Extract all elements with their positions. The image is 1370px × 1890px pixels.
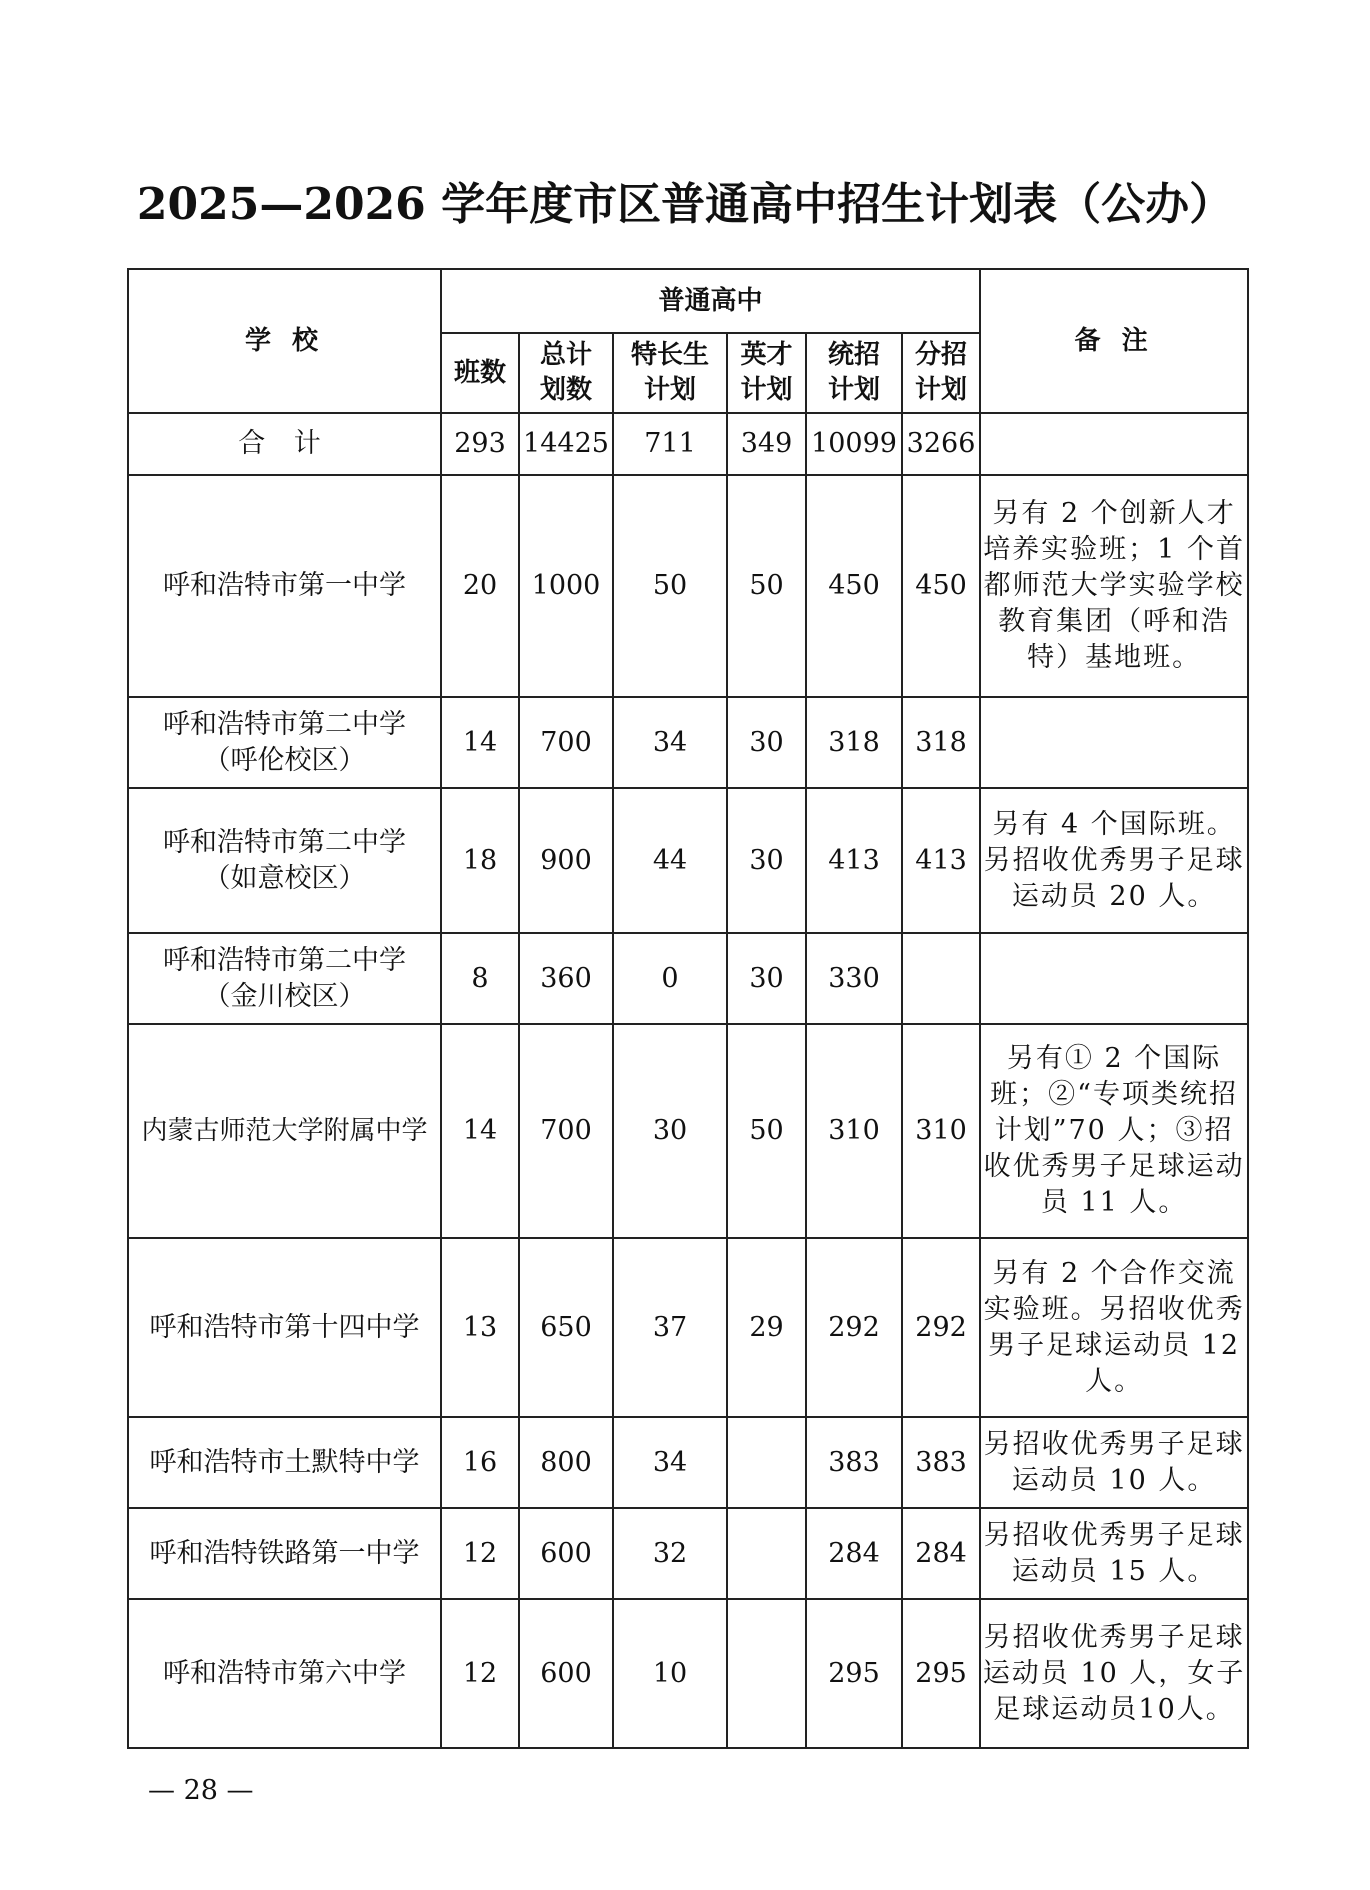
cell bbox=[727, 1417, 806, 1508]
cell: 310 bbox=[806, 1024, 902, 1238]
cell: 14 bbox=[441, 697, 519, 788]
table-row bbox=[128, 1599, 1248, 1748]
note-cell: 另有 2 个合作交流实验班。另招收优秀男子足球运动员 12 人。 bbox=[980, 1238, 1248, 1417]
cell: 292 bbox=[902, 1238, 980, 1417]
total-label: 合 计 bbox=[128, 413, 441, 475]
note-cell: 另招收优秀男子足球运动员 15 人。 bbox=[980, 1508, 1248, 1599]
cell: 310 bbox=[902, 1024, 980, 1238]
table-row bbox=[128, 788, 1248, 933]
cell: 32 bbox=[613, 1508, 727, 1599]
cell: 1000 bbox=[519, 475, 613, 697]
cell: 383 bbox=[902, 1417, 980, 1508]
school-name: 呼和浩特市土默特中学 bbox=[128, 1417, 441, 1508]
note-cell: 另招收优秀男子足球运动员 10 人，女子足球运动员10人。 bbox=[980, 1599, 1248, 1748]
cell: 34 bbox=[613, 1417, 727, 1508]
school-name: 呼和浩特市第十四中学 bbox=[128, 1238, 441, 1417]
cell: 30 bbox=[727, 788, 806, 933]
school-name: 内蒙古师范大学附属中学 bbox=[128, 1024, 441, 1238]
cell: 600 bbox=[519, 1599, 613, 1748]
cell: 360 bbox=[519, 933, 613, 1024]
cell: 413 bbox=[806, 788, 902, 933]
cell: 8 bbox=[441, 933, 519, 1024]
cell bbox=[902, 933, 980, 1024]
page-title: 2025—2026 学年度市区普通高中招生计划表（公办） bbox=[136, 179, 1234, 230]
cell: 711 bbox=[613, 413, 727, 475]
cell: 295 bbox=[806, 1599, 902, 1748]
cell: 14 bbox=[441, 1024, 519, 1238]
cell: 650 bbox=[519, 1238, 613, 1417]
cell: 18 bbox=[441, 788, 519, 933]
cell: 50 bbox=[727, 1024, 806, 1238]
cell: 16 bbox=[441, 1417, 519, 1508]
school-name: 呼和浩特市第一中学 bbox=[128, 475, 441, 697]
header-col: 总计 划数 bbox=[519, 333, 613, 413]
header-col: 统招 计划 bbox=[806, 333, 902, 413]
header-col: 班数 bbox=[441, 333, 519, 413]
cell: 3266 bbox=[902, 413, 980, 475]
cell: 900 bbox=[519, 788, 613, 933]
table-row bbox=[128, 1508, 1248, 1599]
cell bbox=[727, 1599, 806, 1748]
header-col: 分招 计划 bbox=[902, 333, 980, 413]
cell: 293 bbox=[441, 413, 519, 475]
note-cell bbox=[980, 413, 1248, 475]
cell: 450 bbox=[902, 475, 980, 697]
table-row bbox=[128, 1024, 1248, 1238]
cell: 349 bbox=[727, 413, 806, 475]
header-col: 英才 计划 bbox=[727, 333, 806, 413]
cell: 450 bbox=[806, 475, 902, 697]
table-row bbox=[128, 1238, 1248, 1417]
cell: 800 bbox=[519, 1417, 613, 1508]
table-row bbox=[128, 475, 1248, 697]
note-cell bbox=[980, 933, 1248, 1024]
cell: 20 bbox=[441, 475, 519, 697]
cell: 44 bbox=[613, 788, 727, 933]
school-name: 呼和浩特市第二中学 （如意校区） bbox=[128, 788, 441, 933]
note-cell: 另招收优秀男子足球运动员 10 人。 bbox=[980, 1417, 1248, 1508]
cell: 284 bbox=[806, 1508, 902, 1599]
header-school: 学 校 bbox=[128, 269, 441, 413]
note-cell: 另有 4 个国际班。另招收优秀男子足球运动员 20 人。 bbox=[980, 788, 1248, 933]
school-name: 呼和浩特铁路第一中学 bbox=[128, 1508, 441, 1599]
cell: 330 bbox=[806, 933, 902, 1024]
cell: 14425 bbox=[519, 413, 613, 475]
cell: 12 bbox=[441, 1508, 519, 1599]
cell: 0 bbox=[613, 933, 727, 1024]
cell: 318 bbox=[806, 697, 902, 788]
note-cell: 另有① 2 个国际班；②“专项类统招计划”70 人；③招收优秀男子足球运动员 11 人。 bbox=[980, 1024, 1248, 1238]
cell: 34 bbox=[613, 697, 727, 788]
table-row-total bbox=[128, 413, 1248, 475]
cell: 30 bbox=[727, 933, 806, 1024]
cell: 30 bbox=[613, 1024, 727, 1238]
cell: 600 bbox=[519, 1508, 613, 1599]
cell: 13 bbox=[441, 1238, 519, 1417]
cell: 30 bbox=[727, 697, 806, 788]
cell bbox=[727, 1508, 806, 1599]
cell: 700 bbox=[519, 1024, 613, 1238]
note-cell: 另有 2 个创新人才培养实验班；1 个首都师范大学实验学校教育集团（呼和浩特）基地班。 bbox=[980, 475, 1248, 697]
cell: 413 bbox=[902, 788, 980, 933]
table-row bbox=[128, 1417, 1248, 1508]
enrollment-plan-table bbox=[127, 268, 1249, 1749]
cell: 29 bbox=[727, 1238, 806, 1417]
school-name: 呼和浩特市第六中学 bbox=[128, 1599, 441, 1748]
cell: 318 bbox=[902, 697, 980, 788]
header-group: 普通高中 bbox=[441, 269, 980, 333]
cell: 50 bbox=[613, 475, 727, 697]
cell: 383 bbox=[806, 1417, 902, 1508]
table-row bbox=[128, 697, 1248, 788]
cell: 10099 bbox=[806, 413, 902, 475]
cell: 37 bbox=[613, 1238, 727, 1417]
cell: 12 bbox=[441, 1599, 519, 1748]
school-name: 呼和浩特市第二中学 （金川校区） bbox=[128, 933, 441, 1024]
header-col: 特长生 计划 bbox=[613, 333, 727, 413]
table-row bbox=[128, 933, 1248, 1024]
cell: 10 bbox=[613, 1599, 727, 1748]
note-cell bbox=[980, 697, 1248, 788]
cell: 50 bbox=[727, 475, 806, 697]
cell: 284 bbox=[902, 1508, 980, 1599]
school-name: 呼和浩特市第二中学 （呼伦校区） bbox=[128, 697, 441, 788]
cell: 292 bbox=[806, 1238, 902, 1417]
cell: 700 bbox=[519, 697, 613, 788]
cell: 295 bbox=[902, 1599, 980, 1748]
page-number: — 28 — bbox=[148, 1775, 254, 1806]
header-note: 备 注 bbox=[980, 269, 1248, 413]
